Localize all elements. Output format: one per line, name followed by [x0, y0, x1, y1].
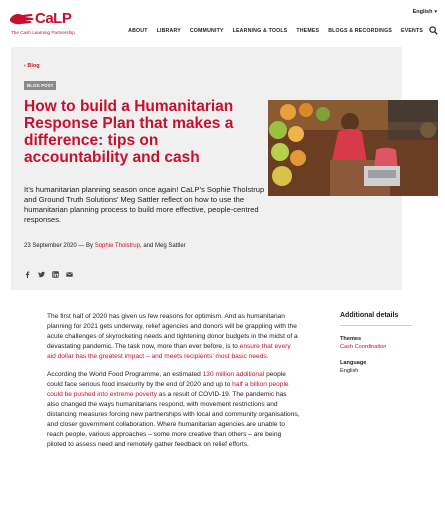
text-span: people could face serious food insecurity by the end of 2020 and up to: [47, 371, 286, 388]
nav-events[interactable]: EVENTS: [401, 28, 423, 34]
nav-library[interactable]: LIBRARY: [156, 28, 181, 34]
nav-blogs-recordings[interactable]: BLOGS & RECORDINGS: [328, 28, 393, 34]
text-span: .: [266, 353, 269, 360]
article-body: [47, 312, 300, 458]
search-icon[interactable]: [429, 26, 438, 35]
author-link[interactable]: Sophie Tholstrup: [94, 243, 140, 249]
hero-photo: [268, 100, 438, 196]
page-title: How to build a Humanitarian Response Plan that makes a difference: tips on accountability and cash: [24, 98, 234, 166]
chevron-down-icon: ▾: [434, 9, 437, 15]
article-paragraph: [47, 370, 300, 450]
nav-about[interactable]: ABOUT: [128, 28, 148, 34]
nav-themes[interactable]: THEMES: [296, 28, 320, 34]
blog-post-badge: BLOG POST: [24, 81, 56, 90]
facebook-icon[interactable]: [24, 265, 31, 272]
language-detail-label: Language: [340, 360, 367, 366]
language-selector[interactable]: [413, 9, 437, 15]
language-detail-value: English: [340, 368, 359, 374]
hand-logo-icon: [9, 10, 35, 28]
text-span: According the World Food Programme, an estimated: [47, 371, 203, 378]
nav-community[interactable]: COMMUNITY: [189, 28, 224, 34]
logo-wordmark: CaLP: [35, 10, 72, 27]
details-heading: Additional details: [340, 312, 412, 326]
article-paragraph: [47, 312, 300, 362]
share-bar: [24, 265, 73, 272]
text-span: The first half of 2020 has given us few reasons for optimism. And as humanitarian planning for 2021 gets underway, relief agencies and donors will be grappling with the acute challenges of skyrocketing needs and tightening donor budgets in the midst of a devastating pandemic. The task now, more than ever before, is to: [47, 313, 298, 350]
article-summary: It’s humanitarian planning season once again! CaLP’s Sophie Tholstrup and Ground Truth Solutions’ Meg Sattler reflect on how to use the humanitarian planning process to build more effective, people-centred responses.: [24, 185, 265, 224]
main-nav: [128, 28, 423, 34]
article-link[interactable]: ensure that every aid dollar has the greatest impact – and meets recipients’ most basic needs: [47, 343, 291, 360]
additional-details: [340, 312, 435, 374]
back-to-blog-link[interactable]: ‹ Blog: [24, 63, 40, 69]
linkedin-icon[interactable]: [52, 265, 59, 272]
calp-logo[interactable]: [9, 9, 119, 39]
themes-value-link[interactable]: Cash Coordination: [340, 344, 387, 350]
text-span: as a result of COVID-19. The pandemic has also changed the ways humanitarians respond, with movement restrictions and distancing measures forcing new partnerships with local and community organisations, and closer government collaboration. Where humanitarian agencies are unable to reach people, various approaches – some more creative than others – are being piloted to assess need and remotely gather feedback on relief efforts.: [47, 391, 300, 448]
article-link[interactable]: 130 million additional: [202, 371, 265, 378]
logo-tagline: The Cash Learning Partnership: [11, 30, 75, 35]
twitter-icon[interactable]: [38, 265, 45, 272]
language-label: English: [412, 9, 433, 15]
byline: [24, 243, 186, 249]
author-rest: , and Meg Sattler: [139, 243, 186, 249]
site-header: [0, 0, 445, 46]
themes-label: Themes: [340, 336, 362, 342]
article-link[interactable]: half a billion people could be pushed into extreme poverty: [47, 381, 289, 398]
back-label: Blog: [27, 63, 40, 69]
nav-learning-tools[interactable]: LEARNING & TOOLS: [232, 28, 288, 34]
email-icon[interactable]: [66, 265, 73, 272]
publish-date: 23 September 2020 — By: [24, 243, 95, 249]
